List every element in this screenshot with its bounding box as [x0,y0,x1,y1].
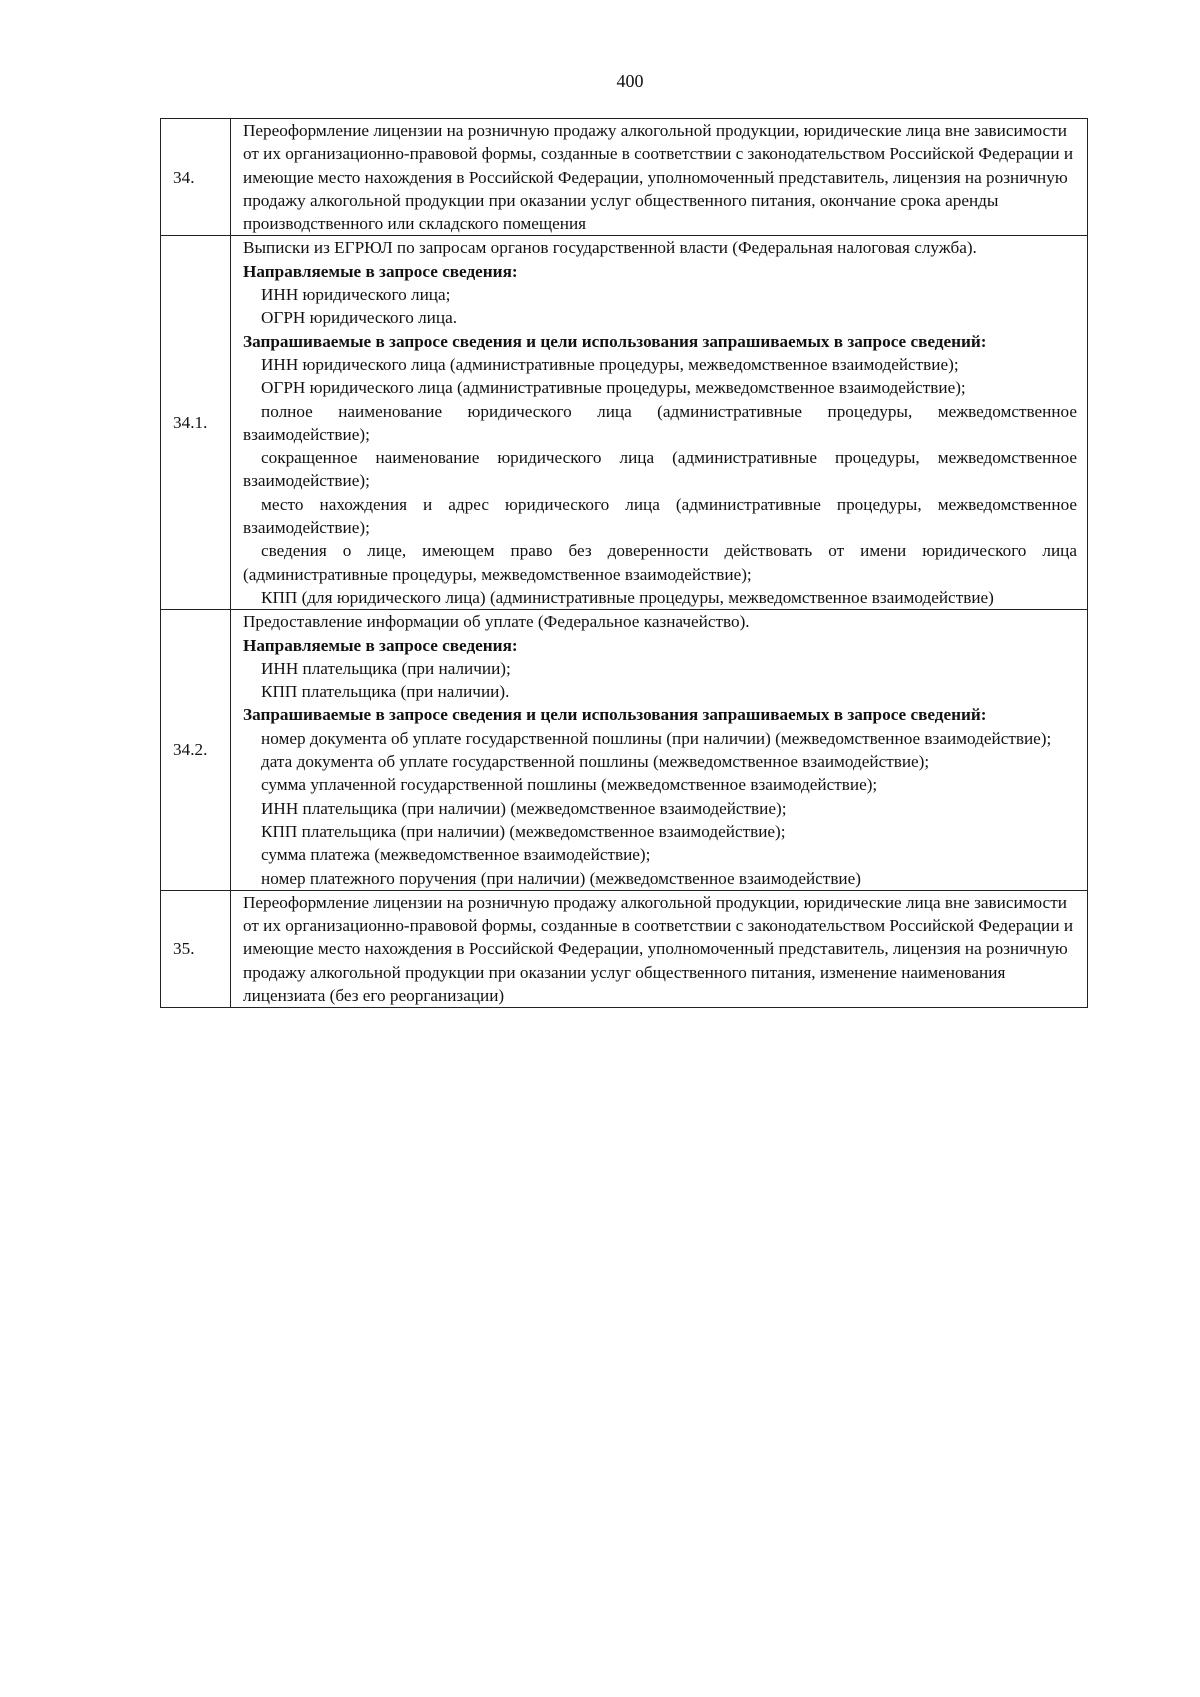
list-item: сокращенное наименование юридического лица (административные процедуры, межведомственное взаимодействие); [243,448,1077,491]
list-item: дата документа об уплате государственной пошлины (межведомственное взаимодействие); [261,752,930,772]
section-heading: Запрашиваемые в запросе сведения и цели использования запрашиваемых в запросе сведений: [243,331,987,351]
list-item: ИНН плательщика (при наличии) (межведомственное взаимодействие); [261,798,787,818]
table-row [161,236,1088,610]
row-content [231,236,1088,610]
list-item: номер платежного поручения (при наличии) (межведомственное взаимодействие) [261,868,861,888]
list-item: ИНН юридического лица (административные процедуры, межведомственное взаимодействие); [261,354,959,374]
list-item: ИНН плательщика (при наличии); [261,658,511,678]
list-item: полное наименование юридического лица (административные процедуры, межведомственное взаимодействие); [243,401,1077,444]
table-row [161,610,1088,891]
row-number: 35. [161,890,231,1007]
list-item: КПП плательщика (при наличии). [261,682,510,702]
paragraph: Предоставление информации об уплате (Федеральное казначейство). [243,612,750,632]
page-number: 400 [616,71,644,91]
row-content [231,610,1088,891]
section-heading: Направляемые в запросе сведения: [243,261,518,281]
paragraph: Переоформление лицензии на розничную продажу алкогольной продукции, юридические лица вне зависимости от их организационно-правовой формы, созданные в соответствии с законодательством Российской Федерации и имеющие место нахождения в Российской Федерации, уполномоченный представитель, лицензия на розничную продажу алкогольной продукции при оказании услуг общественного питания, изменение наименования лицензиата (без его реорганизации) [243,892,1074,1005]
list-item: КПП плательщика (при наличии) (межведомственное взаимодействие); [261,821,786,841]
row-number: 34.2. [161,610,231,891]
paragraph: Переоформление лицензии на розничную продажу алкогольной продукции, юридические лица вне зависимости от их организационно-правовой формы, созданные в соответствии с законодательством Российской Федерации и имеющие место нахождения в Российской Федерации, уполномоченный представитель, лицензия на розничную продажу алкогольной продукции при оказании услуг общественного питания, окончание срока аренды производственного или складского помещения [243,121,1074,234]
list-item: сумма уплаченной государственной пошлины (межведомственное взаимодействие); [261,775,878,795]
list-item: ИНН юридического лица; [261,285,451,305]
requirements-table [160,118,1088,1008]
row-content [231,119,1088,236]
section-heading: Запрашиваемые в запросе сведения и цели использования запрашиваемых в запросе сведений: [243,705,987,725]
section-heading: Направляемые в запросе сведения: [243,635,518,655]
list-item: ОГРН юридического лица (административные процедуры, межведомственное взаимодействие); [261,378,966,398]
row-content [231,890,1088,1007]
list-item: номер документа об уплате государственной пошлины (при наличии) (межведомственное взаимодействие); [261,728,1052,748]
list-item: место нахождения и адрес юридического лица (административные процедуры, межведомственное взаимодействие); [243,494,1077,538]
paragraph: Выписки из ЕГРЮЛ по запросам органов государственной власти (Федеральная налоговая служба). [243,238,977,258]
list-item: сумма платежа (межведомственное взаимодействие); [261,845,651,865]
table-row [161,890,1088,1007]
list-item: сведения о лице, имеющем право без доверенности действовать от имени юридического лица (административные процедуры, межведомственное взаимодействие); [243,541,1077,584]
row-number: 34.1. [161,236,231,610]
table-row [161,119,1088,236]
list-item: КПП (для юридического лица) (административные процедуры, межведомственное взаимодействие) [261,587,994,607]
list-item: ОГРН юридического лица. [261,308,458,328]
row-number: 34. [161,119,231,236]
